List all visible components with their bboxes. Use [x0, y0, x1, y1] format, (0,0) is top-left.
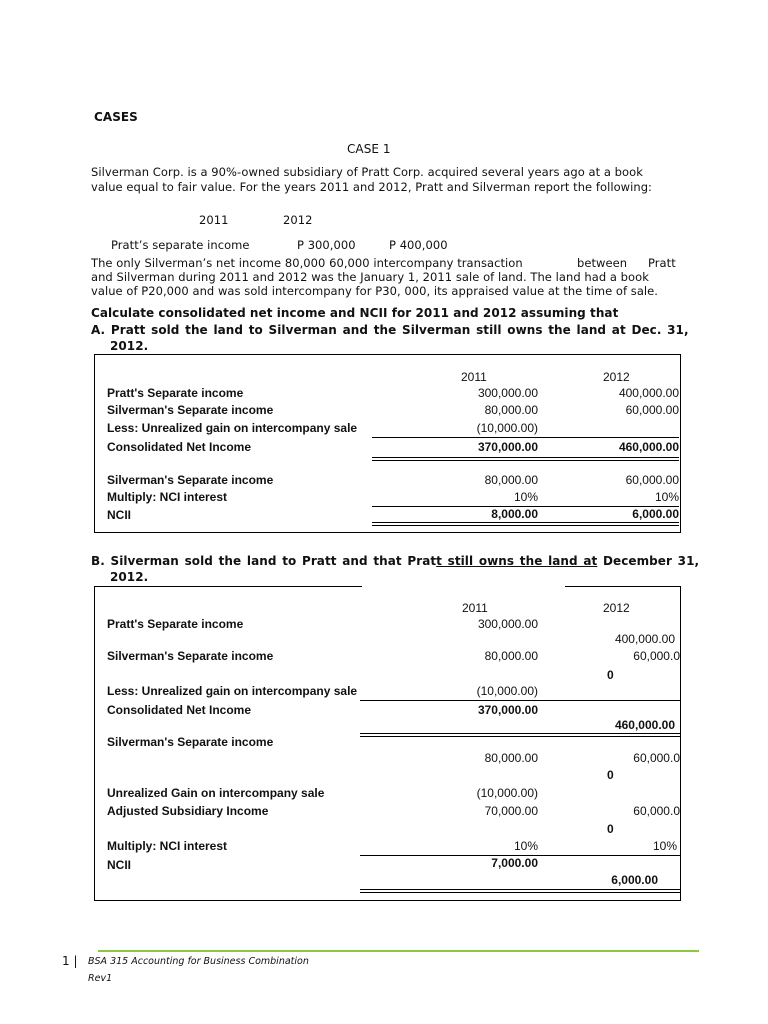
- table-b-top-rule-right: [565, 586, 680, 587]
- table-a-total-rule: [372, 522, 679, 526]
- table-b-total-rule: [360, 889, 680, 893]
- footer-rule: [98, 950, 699, 952]
- table-b-cell: 60,000.0: [633, 751, 680, 765]
- table-a-cell: 6,000.00: [632, 507, 679, 521]
- part-b-title-end: December 31,: [597, 554, 700, 568]
- table-b-row-label: Silverman's Separate income: [107, 735, 274, 749]
- summary-value-2011: P 300,000: [297, 238, 356, 252]
- table-b-col-2011: 2011: [462, 601, 488, 615]
- para-line-2: and Silverman during 2011 and 2012 was the January 1, 2011 sale of land. The land had a book: [91, 270, 649, 284]
- table-a-col-2011: 2011: [461, 370, 487, 384]
- table-a-subtotal-rule: [372, 437, 679, 438]
- table-a-row-label: Silverman's Separate income: [107, 403, 274, 417]
- part-a-title-year: 2012.: [110, 339, 149, 353]
- section-heading: CASES: [94, 110, 138, 124]
- table-a-cell: 8,000.00: [491, 507, 538, 521]
- summary-label: Pratt’s separate income: [111, 238, 250, 252]
- summary-year-2012: 2012: [283, 213, 313, 227]
- table-b-cell-wrap: 0: [607, 668, 614, 682]
- table-a-cell: 370,000.00: [477, 440, 538, 454]
- page-number-separator: |: [73, 954, 78, 968]
- table-a-total-rule: [372, 457, 679, 461]
- table-a-cell: 60,000.00: [625, 403, 679, 417]
- footer-rev: Rev1: [88, 973, 113, 984]
- table-b-cell: 300,000.00: [477, 617, 538, 631]
- table-b-col-2012: 2012: [603, 601, 630, 615]
- table-b-row-label: Unrealized Gain on intercompany sale: [107, 786, 325, 800]
- part-b-title-start: B. Silverman sold the land to Pratt and that Prat: [91, 554, 437, 568]
- para-line-1: The only Silverman’s net income 80,000 60,000 intercompany transaction: [91, 256, 523, 270]
- table-b-total-rule: [360, 733, 680, 737]
- table-b-row-label: Silverman's Separate income: [107, 649, 274, 663]
- table-a-cell: 10%: [654, 490, 679, 504]
- case-title: CASE 1: [347, 142, 391, 156]
- table-a-row-label: Less: Unrealized gain on intercompany sale: [107, 421, 358, 435]
- para-line-1-pratt: Pratt: [648, 256, 676, 270]
- table-b-top-rule-left: [94, 586, 362, 587]
- table-a-cell: (10,000.00): [476, 421, 538, 435]
- table-a-row-label: Multiply: NCI interest: [107, 490, 228, 504]
- table-a-row-label: Silverman's Separate income: [107, 473, 274, 487]
- table-a-cell: 400,000.00: [618, 386, 679, 400]
- table-a-row-label: Consolidated Net Income: [107, 440, 252, 454]
- table-b-cell: 370,000.00: [477, 703, 538, 717]
- table-b-cell-wrap: 0: [607, 822, 614, 836]
- table-a-cell: 80,000.00: [484, 473, 538, 487]
- table-a-cell: 60,000.00: [625, 473, 679, 487]
- para-line-3: value of P20,000 and was sold intercompany for P30, 000, its appraised value at the time of sale.: [91, 284, 659, 298]
- table-a-row-label: Pratt's Separate income: [107, 386, 244, 400]
- intro-line-2: value equal to fair value. For the years 2011 and 2012, Pratt and Silverman report the following:: [91, 180, 652, 194]
- table-b-subtotal-rule: [360, 700, 680, 701]
- para-line-1-between: between: [577, 256, 628, 270]
- table-a-cell: 10%: [513, 490, 538, 504]
- part-b-title: [91, 554, 699, 568]
- summary-value-2012: P 400,000: [389, 238, 448, 252]
- table-b-cell-wrap: 0: [607, 768, 614, 782]
- table-b-cell: 80,000.00: [484, 649, 538, 663]
- summary-year-2011: 2011: [199, 213, 229, 227]
- table-b-cell: 10%: [513, 839, 538, 853]
- table-a-row-label: NCII: [107, 508, 131, 522]
- table-b-cell: 460,000.00: [614, 718, 675, 732]
- table-b-cell: 6,000.00: [611, 873, 658, 887]
- table-b-cell: (10,000.00): [476, 684, 538, 698]
- table-b-cell: 7,000.00: [491, 856, 538, 870]
- table-b-row-label: NCII: [107, 858, 131, 872]
- page-number-value: 1: [62, 954, 70, 968]
- table-a-cell: 80,000.00: [484, 403, 538, 417]
- table-b-cell: 80,000.00: [484, 751, 538, 765]
- intro-line-1: Silverman Corp. is a 90%-owned subsidiary of Pratt Corp. acquired several years ago at a book: [91, 165, 643, 179]
- part-b-title-underlined: t still owns the land at: [436, 554, 598, 568]
- table-b-cell: 400,000.00: [614, 632, 675, 646]
- table-b-cell: 60,000.0: [633, 649, 680, 663]
- part-b-title-year: 2012.: [110, 570, 149, 584]
- page-number: [62, 954, 78, 968]
- table-b-row-label: Pratt's Separate income: [107, 617, 244, 631]
- table-b-row-label: Consolidated Net Income: [107, 703, 252, 717]
- table-a-cell: 460,000.00: [618, 440, 679, 454]
- footer-course: BSA 315 Accounting for Business Combination: [88, 956, 309, 967]
- table-b-row-label: Less: Unrealized gain on intercompany sale: [107, 684, 358, 698]
- table-b-row-label: Adjusted Subsidiary Income: [107, 804, 269, 818]
- table-b-row-label: Multiply: NCI interest: [107, 839, 228, 853]
- table-a-col-2012: 2012: [603, 370, 630, 384]
- table-b-cell: (10,000.00): [476, 786, 538, 800]
- table-a-cell: 300,000.00: [477, 386, 538, 400]
- table-b-cell: 70,000.00: [484, 804, 538, 818]
- part-a-title: A. Pratt sold the land to Silverman and the Silverman still owns the land at Dec. 31,: [91, 323, 689, 337]
- question-text: Calculate consolidated net income and NCII for 2011 and 2012 assuming that: [91, 306, 619, 320]
- table-b-cell: 10%: [652, 839, 677, 853]
- table-b-cell: 60,000.0: [633, 804, 680, 818]
